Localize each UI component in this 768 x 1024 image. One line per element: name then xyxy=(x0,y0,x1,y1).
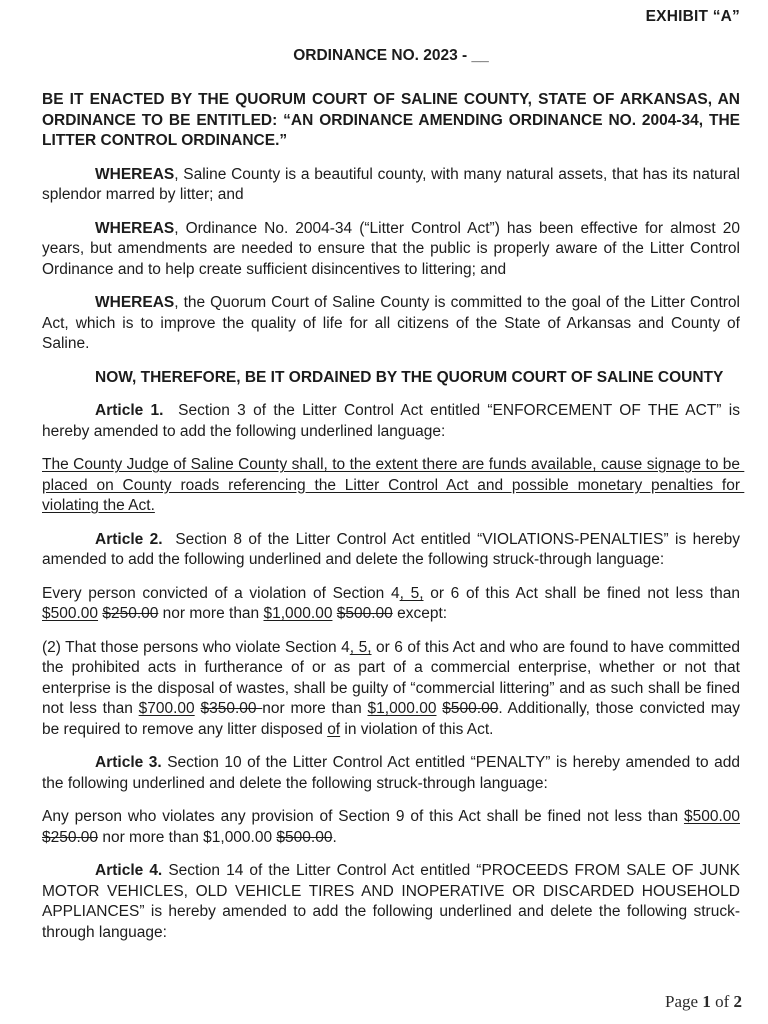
text-segment xyxy=(740,808,744,825)
text-segment: Article 4. xyxy=(95,862,163,879)
text-segment: $500.00 xyxy=(442,700,499,717)
text-segment: of xyxy=(327,720,341,738)
text-segment: Section 10 of the Litter Control Act entitled “PENALTY” is hereby amended to add the following underlined and delete the following struck-through language: xyxy=(42,754,745,792)
article-1-amendment-text xyxy=(42,455,745,517)
text-segment: $250.00 xyxy=(42,828,99,846)
article-3-amendment-text xyxy=(42,807,740,848)
text-segment: (2) That those persons who violate Section 4 xyxy=(42,638,350,656)
text-segment: $1,000.00 xyxy=(367,700,437,717)
text-segment: , Ordinance No. 2004-34 (“Litter Control Act”) has been effective for almost 20 years, but amendments are needed to ensure that the public is properly aware of the Litter Control Ordinance and to help create sufficient disincentives to littering; and xyxy=(42,219,745,278)
text-segment: Section 3 of the Litter Control Act entitled “ENFORCEMENT OF THE ACT” is hereby amended to add the following underlined language: xyxy=(42,402,745,440)
article-3 xyxy=(42,753,745,794)
text-segment: Any person who violates any provision of Section 9 of this Act shall be fined not less than xyxy=(42,808,684,825)
text-segment: $500.00 xyxy=(42,605,99,622)
text-segment: in violation of this Act. xyxy=(340,720,494,738)
text-segment: $500.00 xyxy=(683,808,740,825)
text-segment: Article 1. xyxy=(95,402,164,419)
document-title: ORDINANCE NO. 2023 - __ xyxy=(293,47,489,64)
text-segment: Article 3. xyxy=(95,754,162,771)
text-segment: WHEREAS xyxy=(95,165,175,183)
text-segment: Every person convicted of a violation of Section 4 xyxy=(42,584,400,602)
text-segment: nor more than xyxy=(158,605,264,622)
text-segment: $500.00 xyxy=(276,828,333,846)
article-1 xyxy=(42,401,745,442)
text-segment: $350.00 xyxy=(200,700,263,717)
text-segment: nor more than xyxy=(262,700,368,717)
text-segment: The County Judge of Saline County shall, to the extent there are funds available, cause signage to be placed on County roads referencing the Litter Control Act and possible monetary penalties for violating the Act. xyxy=(42,456,745,514)
text-segment: $500.00 xyxy=(336,605,393,622)
page-footer xyxy=(665,992,742,1012)
text-segment: BE IT ENACTED BY THE QUORUM COURT OF SALINE COUNTY, STATE OF ARKANSAS, AN ORDINANCE TO BE ENTITLED: “AN ORDINANCE AMENDING ORDINANCE NO. 2004-34, THE LITTER CONTROL ORDINANCE.” xyxy=(42,91,745,149)
text-segment: $1,000.00 xyxy=(263,605,333,622)
text-segment: . Additionally, those convicted may be required to remove any litter disposed xyxy=(42,700,745,738)
document-body xyxy=(42,90,745,943)
text-segment: or 6 of this Act and who are found to have committed the prohibited acts in furtherance of or as part of a commercial enterprise, whether or not that enterprise is the disposal of wastes, shall be guilty of “commercial littering” and as such shall be fined not less than xyxy=(42,638,745,717)
text-segment: Article 2. xyxy=(95,530,163,548)
text-segment: . xyxy=(332,828,337,846)
whereas-clause-1 xyxy=(42,165,745,206)
footer-total-pages: 2 xyxy=(733,992,742,1011)
text-segment: , 5, xyxy=(399,584,424,602)
text-segment: WHEREAS xyxy=(95,219,175,237)
footer-page-number: 1 xyxy=(702,992,711,1011)
text-segment: WHEREAS xyxy=(95,294,175,311)
article-2-amendment-text-1 xyxy=(42,584,745,625)
text-segment: , the Quorum Court of Saline County is committed to the goal of the Litter Control Act, which is to improve the quality of life for all citizens of the State of Arkansas and County of Saline. xyxy=(42,294,745,352)
text-segment: Section 14 of the Litter Control Act entitled “PROCEEDS FROM SALE OF JUNK MOTOR VEHICLES, OLD VEHICLE TIRES AND INOPERATIVE OR DISCARDED HOUSEHOLD APPLIANCES” is hereby amended to add the following underlined and delete the following struck-through language: xyxy=(42,862,745,941)
text-segment: $700.00 xyxy=(138,700,195,717)
text-segment: NOW, THEREFORE, BE IT ORDAINED BY THE QUORUM COURT OF SALINE COUNTY xyxy=(95,368,724,386)
text-segment: , Saline County is a beautiful county, with many natural assets, that has its natural splendor marred by litter; and xyxy=(42,165,745,203)
footer-of-label: of xyxy=(715,992,730,1011)
text-segment: nor more than $1,000.00 xyxy=(98,828,277,846)
article-2 xyxy=(42,530,745,571)
text-segment: , 5, xyxy=(349,638,372,656)
text-segment: $250.00 xyxy=(102,605,159,622)
whereas-clause-3 xyxy=(42,293,745,355)
enactment-clause xyxy=(42,90,745,152)
text-segment: or 6 of this Act shall be fined not less than xyxy=(423,584,745,602)
article-4 xyxy=(42,861,745,943)
exhibit-label: EXHIBIT “A” xyxy=(645,8,740,25)
ordaining-clause xyxy=(42,368,740,389)
article-2-amendment-text-2 xyxy=(42,638,745,741)
footer-page-label: Page xyxy=(665,992,699,1011)
whereas-clause-2 xyxy=(42,219,745,281)
text-segment: except: xyxy=(392,605,448,622)
text-segment: Section 8 of the Litter Control Act entitled “VIOLATIONS-PENALTIES” is hereby amended to add the following underlined and delete the following struck-through language: xyxy=(42,530,745,568)
